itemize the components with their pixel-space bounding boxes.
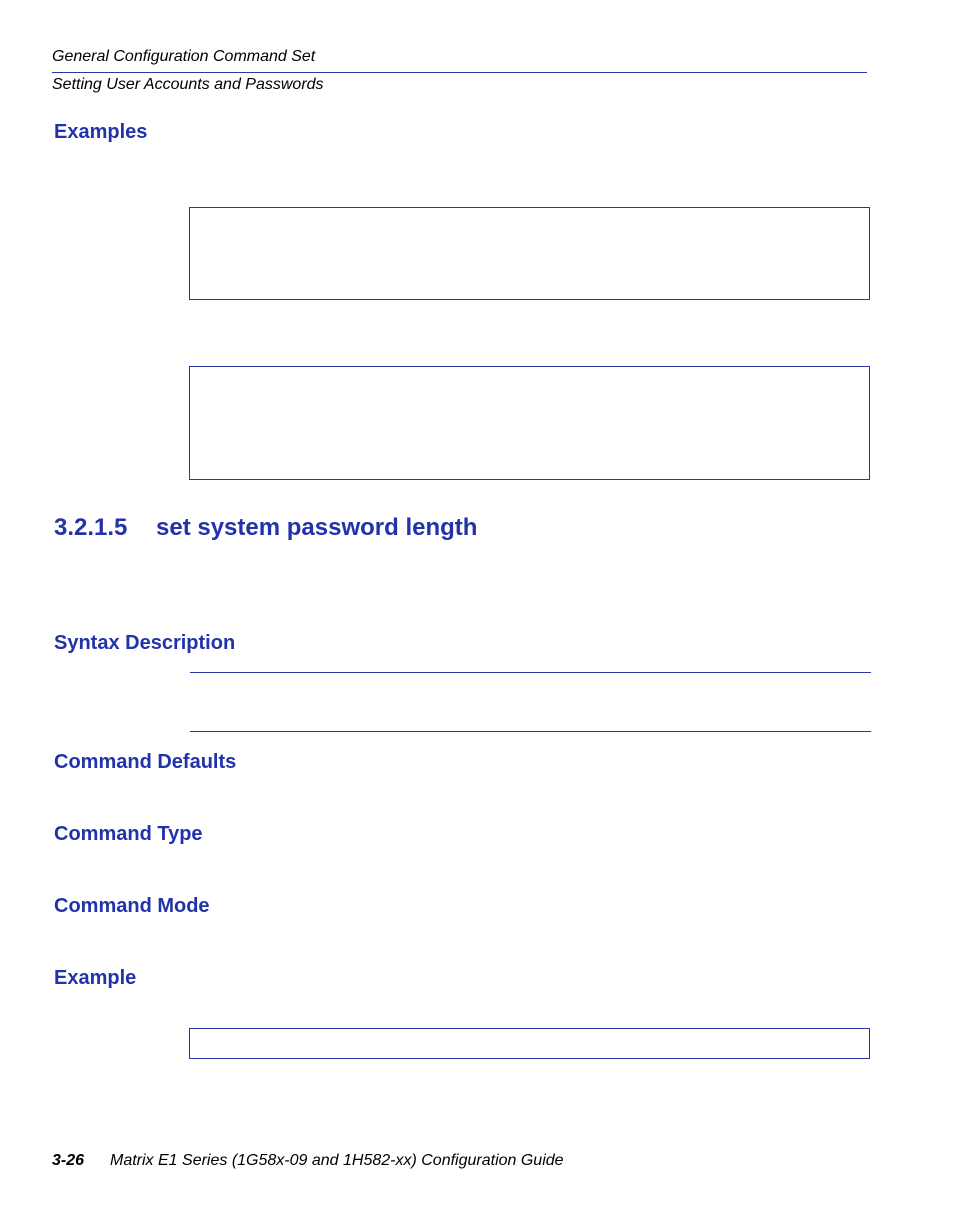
section-heading [54, 514, 477, 542]
page-footer [52, 1152, 564, 1170]
example-box-3 [189, 1028, 870, 1059]
syntax-table-bottom-rule [190, 731, 871, 732]
example-box-1 [189, 207, 870, 300]
heading-command-defaults: Command Defaults [54, 751, 237, 773]
section-number: 3.2.1.5 [54, 514, 128, 541]
syntax-table-top-rule [190, 672, 871, 673]
heading-syntax-description: Syntax Description [54, 632, 236, 654]
heading-command-type: Command Type [54, 823, 203, 845]
heading-examples: Examples [54, 121, 148, 143]
heading-example: Example [54, 967, 137, 989]
section-title: set system password length [156, 514, 478, 541]
guide-title: Matrix E1 Series (1G58x-09 and 1H582-xx) Configuration Guide [110, 1152, 564, 1169]
running-header-chapter: General Configuration Command Set [52, 48, 316, 65]
header-rule [52, 72, 867, 73]
running-header-section: Setting User Accounts and Passwords [52, 76, 324, 93]
heading-command-mode: Command Mode [54, 895, 210, 917]
page-number: 3-26 [52, 1152, 85, 1169]
example-box-2 [189, 366, 870, 480]
